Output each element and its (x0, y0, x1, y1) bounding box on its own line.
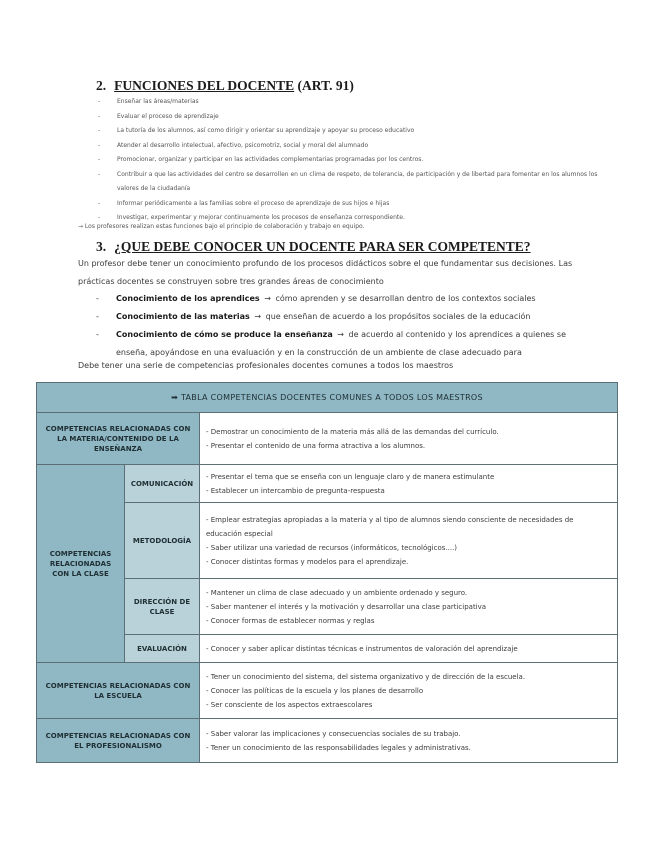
section-3-number: 3. (96, 239, 107, 254)
duty-item: - Promocionar, organizar y participar en las actividades complementarias programadas por los centros. (98, 153, 618, 168)
knowledge-area-text: de acuerdo al contenido y los aprendices a quienes se enseña, apoyándose en una evaluación y en la construcción de un ambiente de clase adecuado para (116, 330, 566, 357)
description-line: - Conocer distintas formas y modelos para el aprendizaje. (206, 557, 409, 566)
competencies-lead-in: Debe tener una serie de competencias profesionales docentes comunes a todos los maestros (78, 361, 454, 370)
description-line: - Presentar el contenido de una forma atractiva a los alumnos. (206, 441, 426, 450)
section-2-suffix: (ART. 91) (297, 78, 354, 93)
description-line: - Demostrar un conocimiento de la materia más allá de las demandas del currículo. (206, 427, 499, 436)
description-line: - Emplear estrategias apropiadas a la materia y al tipo de alumnos siendo consciente de necesidades de educación especial (206, 515, 574, 538)
knowledge-area-item (96, 308, 586, 326)
section-3-heading (96, 239, 531, 255)
duty-item: - Atender al desarrollo intelectual, afectivo, psicomotriz, social y moral del alumnado (98, 139, 618, 154)
category-materia: COMPETENCIAS RELACIONADAS CON LA MATERIA/CONTENIDO DE LA ENSEÑANZA (37, 413, 200, 465)
knowledge-area-term: Conocimiento de los aprendices (116, 294, 260, 303)
collaboration-note: → Los profesores realizan estas funciones bajo el principio de colaboración y trabajo en equipo. (78, 223, 365, 230)
duty-item: - Evaluar el proceso de aprendizaje (98, 110, 618, 125)
description-line: - Ser consciente de los aspectos extraescolares (206, 700, 373, 709)
arrow-icon: → (254, 312, 262, 321)
category-clase: COMPETENCIAS RELACIONADAS CON LA CLASE (37, 465, 125, 663)
duty-item: - Contribuir a que las actividades del centro se desarrollen en un clima de respeto, de tolerancia, de participación y de libertad para fomentar en los alumnos los valores de la ciudadanía (98, 168, 618, 197)
description-line: - Saber utilizar una variedad de recursos (informáticos, tecnológicos....) (206, 543, 458, 552)
knowledge-area-text: que enseñan de acuerdo a los propósitos sociales de la educación (265, 312, 531, 321)
sub-evaluacion: EVALUACIÓN (125, 635, 200, 663)
sub-comunicacion: COMUNICACIÓN (125, 465, 200, 503)
evaluacion-description (200, 635, 618, 663)
table-title (37, 383, 618, 413)
category-escuela: COMPETENCIAS RELACIONADAS CON LA ESCUELA (37, 663, 200, 719)
knowledge-area-text: cómo aprenden y se desarrollan dentro de los contextos sociales (275, 294, 536, 303)
knowledge-area-item (96, 326, 586, 362)
arrow-icon: → (264, 294, 271, 303)
duties-list (98, 95, 618, 226)
metodologia-description (200, 503, 618, 579)
section-3-intro: Un profesor debe tener un conocimiento profundo de los procesos didácticos sobre el que fundamentar sus decisiones. Las prácticas docentes se construyen sobre tres grandes áreas de conocimiento (78, 259, 573, 286)
knowledge-area-term: Conocimiento de cómo se produce la enseñanza (116, 330, 333, 339)
competencies-table (36, 382, 618, 763)
sub-direccion: DIRECCIÓN DE CLASE (125, 579, 200, 635)
section-2-heading (96, 78, 354, 94)
arrow-icon: → (337, 330, 344, 339)
description-line: - Establecer un intercambio de pregunta-respuesta (206, 486, 385, 495)
description-line: - Saber mantener el interés y la motivación y desarrollar una clase participativa (206, 602, 487, 611)
comunicacion-description (200, 465, 618, 503)
knowledge-area-term: Conocimiento de las materias (116, 312, 250, 321)
sub-metodologia: METODOLOGÍA (125, 503, 200, 579)
section-3-title: ¿QUE DEBE CONOCER UN DOCENTE PARA SER COMPETENTE? (114, 239, 531, 254)
description-line: - Conocer formas de establecer normas y reglas (206, 616, 375, 625)
description-line: - Tener un conocimiento del sistema, del sistema organizativo y de dirección de la escuela. (206, 672, 526, 681)
description-line: - Tener un conocimiento de las responsabilidades legales y administrativas. (206, 743, 471, 752)
description-line: - Presentar el tema que se enseña con un lenguaje claro y de manera estimulante (206, 472, 495, 481)
section-2-number: 2. (96, 78, 107, 93)
direccion-description (200, 579, 618, 635)
arrow-right-icon: ➡ (171, 393, 179, 402)
profesionalismo-description (200, 719, 618, 763)
knowledge-areas-list (96, 290, 586, 362)
escuela-description (200, 663, 618, 719)
materia-description (200, 413, 618, 465)
description-line: - Mantener un clima de clase adecuado y un ambiente ordenado y seguro. (206, 588, 468, 597)
section-2-title: FUNCIONES DEL DOCENTE (114, 78, 295, 93)
description-line: - Saber valorar las implicaciones y consecuencias sociales de su trabajo. (206, 729, 461, 738)
duty-item: - Enseñar las áreas/materias (98, 95, 618, 110)
duty-item: - La tutoría de los alumnos, así como dirigir y orientar su aprendizaje y apoyar su proceso educativo (98, 124, 618, 139)
duty-item: - Investigar, experimentar y mejorar continuamente los procesos de enseñanza correspondiente. (98, 211, 618, 226)
duty-item: - Informar periódicamente a las familias sobre el proceso de aprendizaje de sus hijos e hijas (98, 197, 618, 212)
category-profesionalismo: COMPETENCIAS RELACIONADAS CON EL PROFESIONALISMO (37, 719, 200, 763)
knowledge-area-item (96, 290, 586, 308)
description-line: - Conocer y saber aplicar distintas técnicas e instrumentos de valoración del aprendizaje (206, 644, 518, 653)
description-line: - Conocer las políticas de la escuela y los planes de desarrollo (206, 686, 424, 695)
table-title-text: TABLA COMPETENCIAS DOCENTES COMUNES A TODOS LOS MAESTROS (180, 393, 483, 402)
